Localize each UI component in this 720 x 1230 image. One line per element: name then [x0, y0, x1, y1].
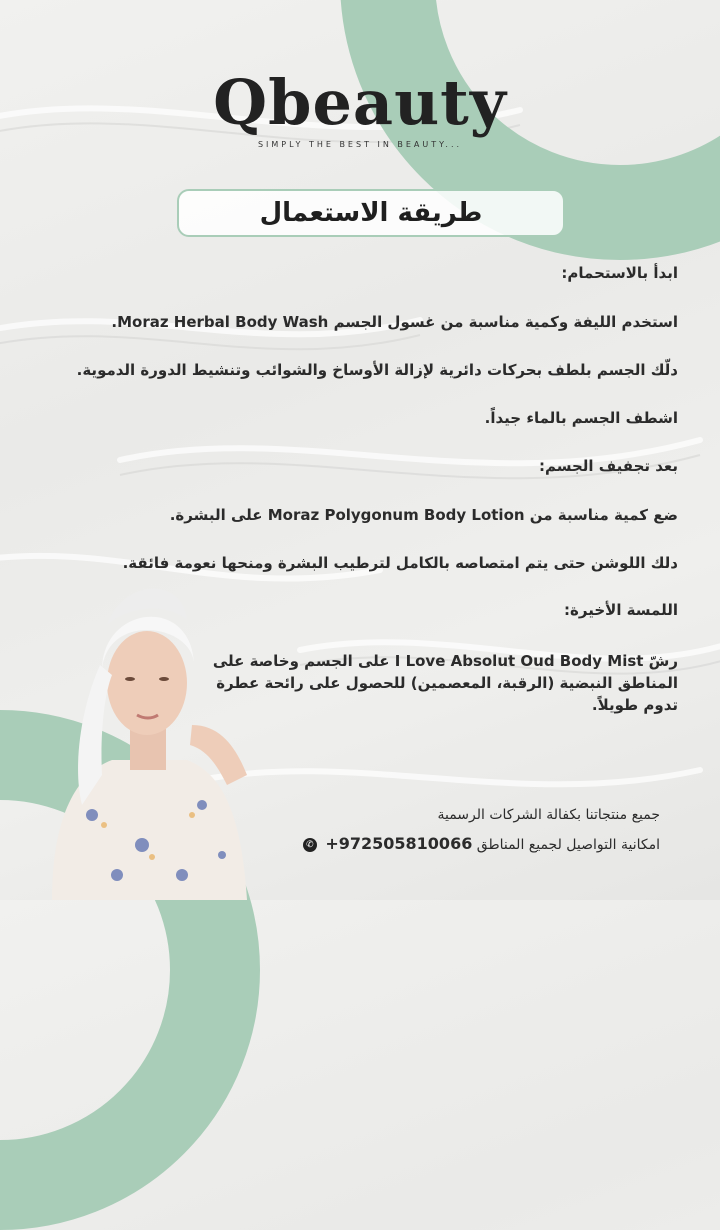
step-wash: استخدم الليفة وكمية مناسبة من غسول الجسم Moraz Herbal Body Wash.: [111, 313, 678, 331]
title-banner: [177, 189, 565, 237]
delivery-text: امكانية التواصيل لجميع المناطق: [476, 837, 660, 853]
step-heading-start: ابدأ بالاستحمام:: [561, 264, 678, 282]
step-massage: دلّك الجسم بلطف بحركات دائرية لإزالة الأوساخ والشوائب وتنشيط الدورة الدموية.: [76, 361, 678, 379]
step-massage-lotion: دلك اللوشن حتى يتم امتصاصه بالكامل لترطيب البشرة ومنحها نعومة فائقة.: [122, 554, 678, 572]
page-title: طريقة الاستعمال: [259, 198, 483, 228]
whatsapp-icon[interactable]: ✆: [303, 838, 317, 852]
contact-line: [303, 834, 660, 853]
step-heading-after-dry: بعد تجفيف الجسم:: [538, 457, 678, 475]
woman-with-towel-image: [22, 575, 272, 900]
brand-name: Qbeauty: [213, 66, 507, 139]
step-lotion: ضع كمية مناسبة من Moraz Polygonum Body Lotion على البشرة.: [169, 506, 678, 524]
phone-number[interactable]: +972505810066: [325, 834, 473, 853]
step-heading-final: اللمسة الأخيرة:: [564, 601, 678, 619]
brand-logo: [0, 68, 720, 149]
step-rinse: اشطف الجسم بالماء جيداً.: [484, 409, 678, 427]
step-mist: رشّ I Love Absolut Oud Body Mist على الجسم وخاصة على المناطق النبضية (الرقبة، المعصمين) للحصول على رائحة عطرة تدوم طويلاً.: [212, 652, 678, 714]
brand-tagline: SIMPLY THE BEST IN BEAUTY...: [257, 140, 463, 149]
guarantee-text: جميع منتجاتنا بكفالة الشركات الرسمية: [437, 807, 660, 823]
